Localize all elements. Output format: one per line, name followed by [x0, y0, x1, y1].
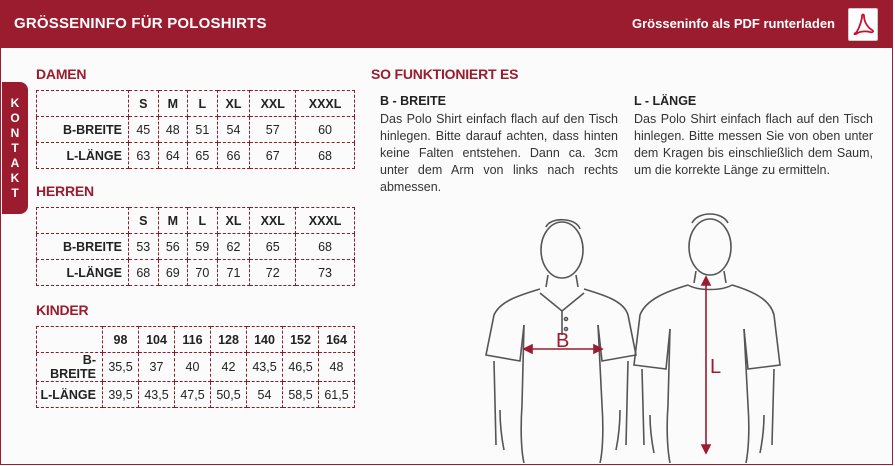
measurement-cell: 42 — [211, 353, 247, 382]
row-label: B-BREITE — [37, 234, 129, 260]
measurement-cell: 54 — [247, 382, 283, 408]
size-header-cell: S — [129, 208, 159, 234]
damen-size-table — [36, 90, 355, 169]
measurement-cell: 40 — [175, 353, 211, 382]
size-header-cell: 98 — [103, 327, 139, 353]
row-label: L-LÄNGE — [37, 260, 129, 286]
kinder-title: KINDER — [36, 302, 89, 318]
table-header-row — [37, 91, 355, 117]
breite-text: Das Polo Shirt einfach flach auf den Tisch hinlegen. Bitte darauf achten, dass hinten keine Falten entstehen. Dann ca. 3cm unter dem Arm von links nach rechts abmessen. — [380, 112, 618, 194]
kontakt-letter: N — [10, 125, 20, 140]
measurement-cell: 60 — [296, 117, 355, 143]
size-header-cell: S — [129, 91, 159, 117]
measurement-cell: 70 — [188, 260, 218, 286]
measurement-cell: 61,5 — [319, 382, 355, 408]
herren-size-table — [36, 207, 355, 286]
breite-title: B - BREITE — [380, 94, 446, 108]
table-row — [37, 353, 355, 382]
measurement-cell: 43,5 — [139, 382, 175, 408]
kontakt-letter: T — [11, 185, 19, 200]
table-corner-cell — [37, 208, 129, 234]
measurement-cell: 68 — [296, 143, 355, 169]
row-label: L-LÄNGE — [37, 382, 103, 408]
kontakt-letter: K — [10, 95, 20, 110]
measurement-cell: 68 — [296, 234, 355, 260]
measurement-cell: 67 — [250, 143, 296, 169]
measurement-cell: 59 — [188, 234, 218, 260]
measurement-cell: 62 — [217, 234, 250, 260]
kontakt-letter: K — [10, 170, 20, 185]
table-header-row — [37, 327, 355, 353]
pdf-download-link[interactable]: Grösseninfo als PDF runterladen — [632, 16, 835, 31]
back-figure-illustration — [632, 205, 782, 463]
measurement-cell: 65 — [250, 234, 296, 260]
table-row — [37, 234, 355, 260]
measurement-cell: 64 — [158, 143, 188, 169]
size-header-cell: 128 — [211, 327, 247, 353]
measurement-cell: 68 — [129, 260, 159, 286]
laenge-text: Das Polo Shirt einfach flach auf den Tisch hinlegen. Bitte messen Sie von oben unter dem Kragen bis einschließlich dem Saum, um die korrekte Länge zu ermitteln. — [634, 112, 873, 177]
measurement-cell: 43,5 — [247, 353, 283, 382]
page-title: GRÖSSENINFO FÜR POLOSHIRTS — [14, 15, 267, 32]
size-header-cell: XXL — [250, 91, 296, 117]
measurement-cell: 48 — [319, 353, 355, 382]
measurement-cell: 63 — [129, 143, 159, 169]
size-header-cell: M — [158, 91, 188, 117]
size-header-cell: 152 — [283, 327, 319, 353]
measurement-cell: 46,5 — [283, 353, 319, 382]
table-row — [37, 382, 355, 408]
size-header-cell: XXXL — [296, 208, 355, 234]
row-label: B-BREITE — [37, 353, 103, 382]
row-label: B-BREITE — [37, 117, 129, 143]
kontakt-letter: T — [11, 140, 19, 155]
size-header-cell: 116 — [175, 327, 211, 353]
herren-title: HERREN — [36, 183, 94, 199]
size-header-cell: XL — [217, 91, 250, 117]
front-figure-illustration — [480, 205, 640, 463]
measurement-cell: 53 — [129, 234, 159, 260]
table-corner-cell — [37, 91, 129, 117]
size-header-cell: 164 — [319, 327, 355, 353]
measurement-cell: 47,5 — [175, 382, 211, 408]
size-header-cell: XL — [217, 208, 250, 234]
table-header-row — [37, 208, 355, 234]
table-row — [37, 117, 355, 143]
laenge-title: L - LÄNGE — [634, 94, 697, 108]
label-l: L — [710, 356, 722, 378]
table-row — [37, 260, 355, 286]
kontakt-letter: A — [10, 155, 20, 170]
kinder-size-table — [36, 326, 355, 408]
size-header-cell: L — [188, 91, 218, 117]
row-label: L-LÄNGE — [37, 143, 129, 169]
measurement-cell: 71 — [217, 260, 250, 286]
header-bar — [0, 0, 893, 48]
size-header-cell: 104 — [139, 327, 175, 353]
howto-title: SO FUNKTIONIERT ES — [371, 66, 519, 82]
measurement-cell: 45 — [129, 117, 159, 143]
measurement-cell: 50,5 — [211, 382, 247, 408]
measurement-cell: 48 — [158, 117, 188, 143]
size-header-cell: M — [158, 208, 188, 234]
damen-title: DAMEN — [36, 66, 87, 82]
kontakt-tab[interactable] — [2, 82, 28, 214]
measurement-cell: 57 — [250, 117, 296, 143]
measurement-cell: 66 — [217, 143, 250, 169]
table-row — [37, 143, 355, 169]
measurement-cell: 58,5 — [283, 382, 319, 408]
measurement-cell: 37 — [139, 353, 175, 382]
size-header-cell: XXL — [250, 208, 296, 234]
measurement-cell: 54 — [217, 117, 250, 143]
measurement-cell: 69 — [158, 260, 188, 286]
adobe-pdf-icon[interactable] — [848, 8, 878, 41]
label-b: B — [556, 330, 570, 352]
measurement-cell: 56 — [158, 234, 188, 260]
measurement-cell: 39,5 — [103, 382, 139, 408]
size-header-cell: L — [188, 208, 218, 234]
size-header-cell: 140 — [247, 327, 283, 353]
size-header-cell: XXXL — [296, 91, 355, 117]
measurement-cell: 72 — [250, 260, 296, 286]
measurement-cell: 65 — [188, 143, 218, 169]
kontakt-letter: O — [10, 110, 20, 125]
measurement-cell: 51 — [188, 117, 218, 143]
table-corner-cell — [37, 327, 103, 353]
measurement-cell: 73 — [296, 260, 355, 286]
measurement-cell: 35,5 — [103, 353, 139, 382]
